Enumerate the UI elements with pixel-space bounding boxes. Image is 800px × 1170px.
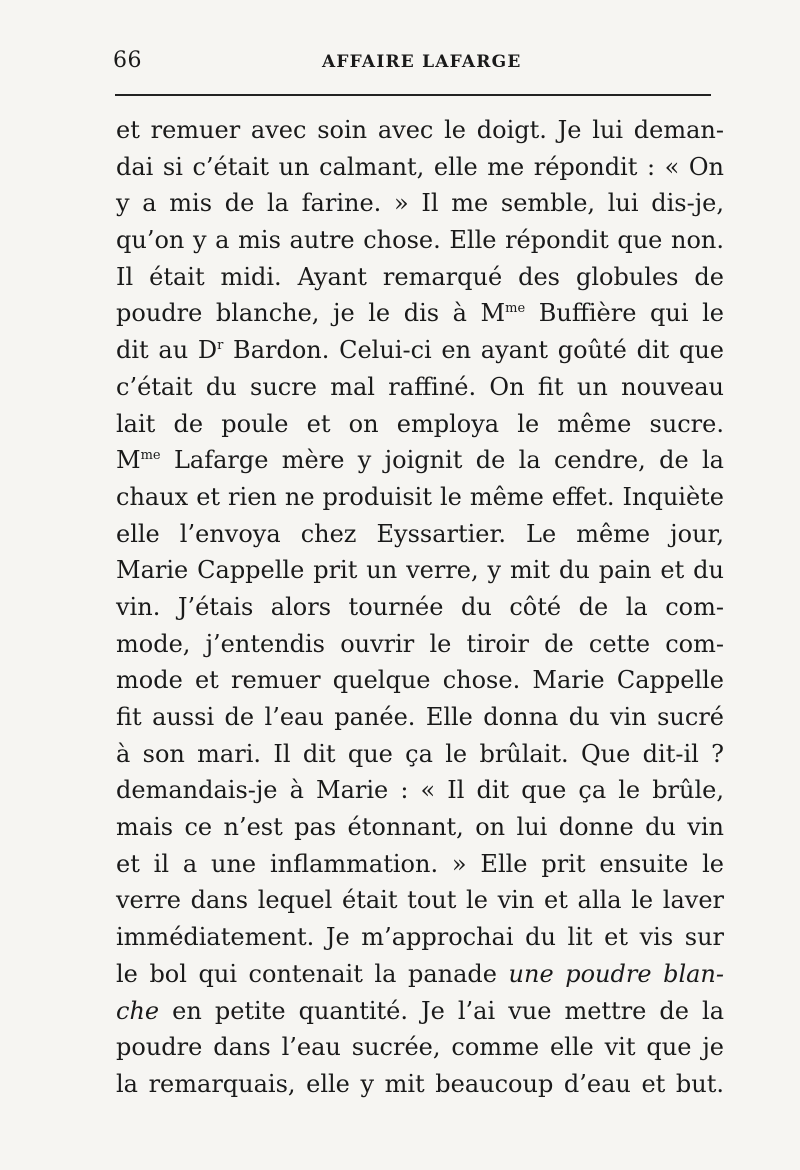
line-text: qu’on y a mis autre chose. Elle répondit que non. (116, 226, 724, 255)
line-text: mode, j’entendis ouvrir le tiroir de cette com- (116, 629, 724, 658)
text-line-23 (116, 919, 724, 956)
text-line-19 (116, 772, 724, 809)
text-line-22 (116, 882, 724, 919)
line-text: vin. J’étais alors tournée du côté de la com- (116, 592, 724, 621)
text-line-15 (116, 626, 724, 663)
line-text: M (116, 446, 141, 475)
body-text (116, 112, 724, 1103)
text-line-8 (116, 369, 724, 406)
text-line-9 (116, 406, 724, 443)
text-line-10 (116, 442, 724, 479)
line-text: fit aussi de l’eau panée. Elle donna du vin sucré (116, 703, 724, 731)
line-text: Il était midi. Ayant remarqué des globules de (116, 262, 724, 291)
italic-text: une poudre blan- (508, 959, 724, 988)
line-text: Lafarge mère y joignit de la cendre, de la (160, 446, 724, 475)
superscript-abbrev: me (505, 301, 526, 317)
text-line-6 (116, 295, 724, 332)
line-text: mode et remuer quelque chose. Marie Cappelle (116, 666, 724, 695)
italic-text: che (116, 996, 160, 1025)
running-head: AFFAIRE LAFARGE (322, 52, 522, 72)
text-line-13 (116, 552, 724, 589)
line-text: y a mis de la farine. » Il me semble, lui dis-je, (116, 189, 724, 218)
text-line-17 (116, 699, 724, 736)
line-text: le bol qui contenait la panade (116, 959, 509, 988)
text-line-11 (116, 479, 724, 516)
line-text: chaux et rien ne produisit le même effet. Inquiète (116, 482, 724, 511)
text-line-5 (116, 259, 724, 296)
superscript-abbrev: r (217, 338, 224, 354)
line-text: poudre dans l’eau sucrée, comme elle vit que je (116, 1033, 724, 1062)
line-text: elle l’envoya chez Eyssartier. Le même jour, (116, 519, 724, 548)
line-text: et remuer avec soin avec le doigt. Je lui deman- (116, 116, 724, 144)
text-line-2 (116, 149, 724, 186)
line-text: c’était du sucre mal raffiné. On fit un nouveau (116, 372, 724, 401)
line-text: dai si c’était un calmant, elle me répondit : « On (116, 152, 724, 181)
line-text: à son mari. Il dit que ça le brûlait. Que dit-il ? (116, 739, 724, 768)
text-line-26 (116, 1029, 724, 1066)
line-text: Buffière qui le (525, 299, 724, 328)
line-text: et il a une inflammation. » Elle prit ensuite le (116, 849, 724, 878)
line-text: mais ce n’est pas étonnant, on lui donne du vin (116, 813, 724, 842)
text-line-14 (116, 589, 724, 626)
text-line-16 (116, 662, 724, 699)
page-number: 66 (113, 48, 142, 73)
text-line-24 (116, 956, 724, 993)
line-text: verre dans lequel était tout le vin et alla le laver (116, 886, 724, 915)
line-text: poudre blanche, je le dis à M (116, 299, 506, 328)
line-text: immédiatement. Je m’approchai du lit et vis sur (116, 923, 724, 952)
line-text: lait de poule et on employa le même sucre. (116, 409, 724, 438)
header-rule (115, 94, 711, 96)
text-line-25 (116, 993, 724, 1030)
line-text: demandais-je à Marie : « Il dit que ça le brûle, (116, 776, 724, 805)
text-line-20 (116, 809, 724, 846)
text-line-4 (116, 222, 724, 259)
line-text: Marie Cappelle prit un verre, y mit du pain et du (116, 556, 724, 585)
line-text: Bardon. Celui-ci en ayant goûté dit que (223, 336, 724, 365)
text-line-21 (116, 846, 724, 883)
text-line-12 (116, 516, 724, 553)
text-line-7 (116, 332, 724, 369)
text-line-18 (116, 736, 724, 773)
line-text: la remarquais, elle y mit beaucoup d’eau et but. (116, 1069, 724, 1098)
text-line-3 (116, 185, 724, 222)
superscript-abbrev: me (140, 448, 161, 464)
text-line-27 (116, 1066, 724, 1103)
text-line-1 (116, 112, 724, 149)
line-text: en petite quantité. Je l’ai vue mettre de la (159, 996, 724, 1025)
line-text: dit au D (116, 336, 218, 365)
